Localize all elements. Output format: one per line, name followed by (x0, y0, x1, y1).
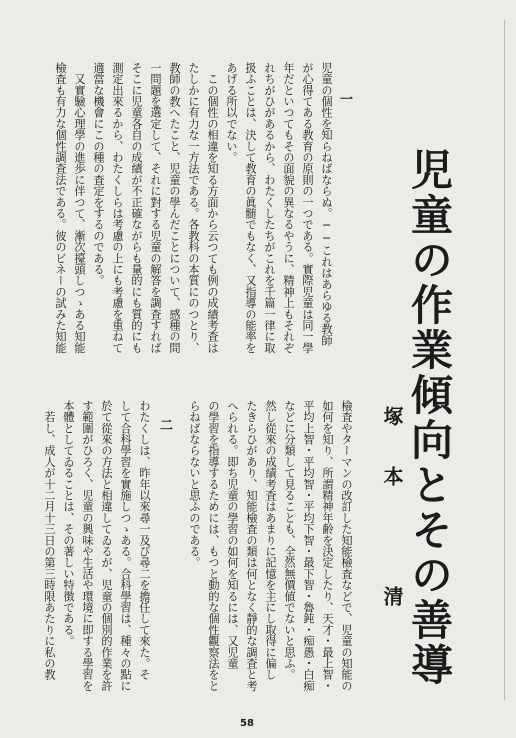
text-line: 年だといつてもその面貌の異なるやうに、精神上もそれぞ (282, 62, 295, 354)
text-line: あげる所以でない。 (225, 62, 238, 163)
text-line: わたくしは、昨年以來尋一及び尋二を擔任して來た。そ (138, 400, 151, 680)
text-line: 本體としてゐることは、その著しい特徴である。 (62, 400, 75, 647)
text-line: などに分類して見ることも、全然無價値でないと思ふ。 (283, 400, 296, 680)
text-line: 檢査も有力な個性調査法である。彼のビネーの試みた知能 (54, 62, 67, 354)
text-line: 児童の個性を知らねばならぬ。──これはあらゆる教師 (320, 62, 333, 346)
text-line: そこに児童各自の成績が不正確ながらも量的にも質的にも (130, 62, 143, 354)
text-line: たきらひがあり、知能檢査の類は何となく靜的な調査と考 (245, 400, 258, 692)
text-line: 教師の教へたこと、児童の學んだことについて、感種の問 (168, 62, 181, 354)
text-line: この個性の相違を知る方面から云つても例の成績考査は (206, 62, 219, 354)
page-number: 58 (240, 718, 254, 729)
text-line: 平均上智・平均智・平均下智・最下智・魯鈍・痴愚・白痴 (302, 400, 315, 692)
text-line: 若し、成人が十二月十三日の第三時限あたりに私の教 (43, 400, 56, 680)
page-edge-rule (504, 20, 505, 700)
text-line: 如何を知り、所謂精神年齢を決定したり、天才・最上智・ (321, 400, 334, 692)
text-line: れちがひがあるから、わたくしたちがこれを千篇一律に取 (263, 62, 276, 354)
text-line: 於て從來の方法と相違してゐるが、児童の個別的作業を許 (100, 400, 113, 692)
text-line: へられる。即ち児童の學習の如何を知るには、又児童 (226, 400, 239, 669)
section-number-1: 一 (337, 92, 352, 105)
text-line: 檢査やターマンの改訂した知能檢査などで、児童の知能の (340, 400, 353, 692)
text-line: らねばならないと思ふのである。 (188, 400, 201, 568)
section-1-body (38, 62, 336, 358)
section-1-continued-body (176, 400, 356, 706)
text-line: 扱ふことは、決して教育の眞髄でもなく、又指導の能率を (244, 62, 257, 354)
author-name: 塚本 清 (380, 406, 404, 646)
article-title: 児童の作業傾向とその善導 (405, 148, 454, 688)
text-line: して合科學習を實施しつゝある。合科學習は、種々の點に (119, 400, 132, 692)
section-number-2: 二 (157, 418, 172, 431)
text-line: 然し從來の成績考査はあまりに記憶を主にし取得に偏し (264, 400, 277, 680)
text-line: す範圍がひろく、児童の興味や生活や環境に即する學習を (81, 400, 94, 692)
text-line: 又實驗心理學の進歩に伴つて、漸次擡頭しつゝある知能 (73, 62, 86, 354)
text-line: の學習を指導するためには、もつと動的な個性觀察法をと (207, 400, 220, 692)
text-line: が心得てある教育の原則の一つである。實際児童は同一學 (301, 62, 314, 354)
text-line: 一問題を選定して、それに對する児童の解答を調査すれば (149, 62, 162, 354)
text-line: たしかに有力な一方法である。各教科の本質にのつとり、 (187, 62, 200, 354)
text-line: 測定出來るから、わたくしらは考慮の上にも考慮を重ねて (111, 62, 124, 354)
text-line: 適當な機會にこの種の査定をするのである。 (92, 62, 105, 286)
section-2-body (36, 400, 154, 706)
